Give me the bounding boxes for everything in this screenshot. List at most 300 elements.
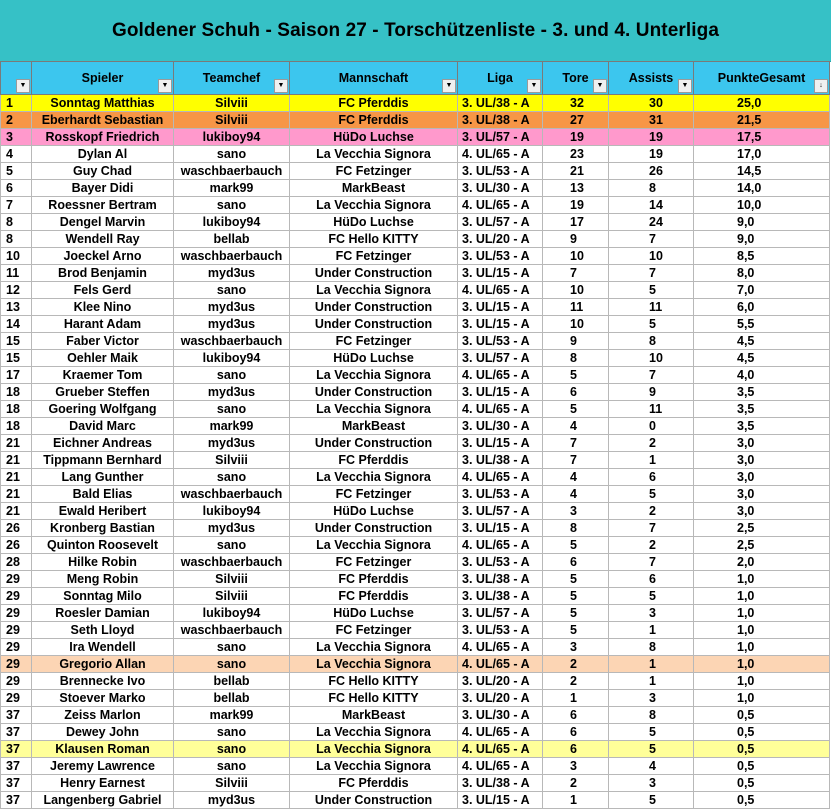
spieler-cell[interactable]: Seth Lloyd xyxy=(32,622,174,639)
punkte-cell[interactable]: 2,0 xyxy=(694,554,830,571)
rank-cell[interactable]: 11 xyxy=(1,265,32,282)
assists-cell[interactable]: 5 xyxy=(609,316,694,333)
punkte-cell[interactable]: 10,0 xyxy=(694,197,830,214)
assists-cell[interactable]: 3 xyxy=(609,690,694,707)
rank-cell[interactable]: 37 xyxy=(1,758,32,775)
tore-cell[interactable]: 3 xyxy=(543,639,609,656)
assists-cell[interactable]: 19 xyxy=(609,146,694,163)
rank-cell[interactable]: 10 xyxy=(1,248,32,265)
tore-cell[interactable]: 8 xyxy=(543,350,609,367)
teamchef-cell[interactable]: lukiboy94 xyxy=(174,214,290,231)
spieler-cell[interactable]: Fels Gerd xyxy=(32,282,174,299)
tore-cell[interactable]: 5 xyxy=(543,537,609,554)
teamchef-cell[interactable]: sano xyxy=(174,724,290,741)
mannschaft-cell[interactable]: MarkBeast xyxy=(290,707,458,724)
spieler-cell[interactable]: Gregorio Allan xyxy=(32,656,174,673)
teamchef-cell[interactable]: lukiboy94 xyxy=(174,129,290,146)
rank-cell[interactable]: 15 xyxy=(1,333,32,350)
assists-cell[interactable]: 8 xyxy=(609,707,694,724)
rank-cell[interactable]: 37 xyxy=(1,707,32,724)
spieler-cell[interactable]: Jeremy Lawrence xyxy=(32,758,174,775)
tore-cell[interactable]: 23 xyxy=(543,146,609,163)
filter-dropdown-icon[interactable]: ▼ xyxy=(158,79,172,93)
punkte-cell[interactable]: 1,0 xyxy=(694,639,830,656)
liga-cell[interactable]: 3. UL/15 - A xyxy=(458,299,543,316)
assists-cell[interactable]: 26 xyxy=(609,163,694,180)
assists-cell[interactable]: 5 xyxy=(609,588,694,605)
teamchef-cell[interactable]: sano xyxy=(174,367,290,384)
liga-cell[interactable]: 3. UL/53 - A xyxy=(458,486,543,503)
rank-cell[interactable]: 29 xyxy=(1,690,32,707)
punkte-cell[interactable]: 17,5 xyxy=(694,129,830,146)
rank-cell[interactable]: 28 xyxy=(1,554,32,571)
punkte-cell[interactable]: 3,0 xyxy=(694,452,830,469)
punkte-cell[interactable]: 1,0 xyxy=(694,656,830,673)
liga-cell[interactable]: 4. UL/65 - A xyxy=(458,146,543,163)
rank-cell[interactable]: 37 xyxy=(1,792,32,809)
tore-cell[interactable]: 1 xyxy=(543,690,609,707)
teamchef-cell[interactable]: sano xyxy=(174,639,290,656)
spieler-cell[interactable]: Goering Wolfgang xyxy=(32,401,174,418)
rank-cell[interactable]: 29 xyxy=(1,673,32,690)
tore-cell[interactable]: 3 xyxy=(543,503,609,520)
mannschaft-cell[interactable]: La Vecchia Signora xyxy=(290,656,458,673)
liga-cell[interactable]: 3. UL/15 - A xyxy=(458,435,543,452)
spieler-cell[interactable]: Klausen Roman xyxy=(32,741,174,758)
rank-cell[interactable]: 8 xyxy=(1,231,32,248)
punkte-cell[interactable]: 25,0 xyxy=(694,95,830,112)
punkte-cell[interactable]: 2,5 xyxy=(694,520,830,537)
teamchef-cell[interactable]: myd3us xyxy=(174,299,290,316)
assists-cell[interactable]: 2 xyxy=(609,435,694,452)
mannschaft-cell[interactable]: FC Fetzinger xyxy=(290,486,458,503)
teamchef-cell[interactable]: sano xyxy=(174,469,290,486)
spieler-cell[interactable]: Joeckel Arno xyxy=(32,248,174,265)
rank-cell[interactable]: 3 xyxy=(1,129,32,146)
rank-cell[interactable]: 29 xyxy=(1,622,32,639)
spieler-cell[interactable]: Eberhardt Sebastian xyxy=(32,112,174,129)
assists-cell[interactable]: 30 xyxy=(609,95,694,112)
spieler-cell[interactable]: Brennecke Ivo xyxy=(32,673,174,690)
punkte-cell[interactable]: 7,0 xyxy=(694,282,830,299)
rank-cell[interactable]: 12 xyxy=(1,282,32,299)
tore-cell[interactable]: 8 xyxy=(543,520,609,537)
punkte-cell[interactable]: 1,0 xyxy=(694,622,830,639)
tore-cell[interactable]: 10 xyxy=(543,248,609,265)
mannschaft-cell[interactable]: La Vecchia Signora xyxy=(290,197,458,214)
assists-cell[interactable]: 2 xyxy=(609,537,694,554)
liga-cell[interactable]: 3. UL/30 - A xyxy=(458,707,543,724)
mannschaft-cell[interactable]: FC Fetzinger xyxy=(290,622,458,639)
mannschaft-cell[interactable]: Under Construction xyxy=(290,265,458,282)
assists-cell[interactable]: 7 xyxy=(609,554,694,571)
teamchef-cell[interactable]: waschbaerbauch xyxy=(174,622,290,639)
liga-cell[interactable]: 3. UL/15 - A xyxy=(458,384,543,401)
rank-cell[interactable]: 29 xyxy=(1,605,32,622)
rank-cell[interactable]: 1 xyxy=(1,95,32,112)
spieler-cell[interactable]: Henry Earnest xyxy=(32,775,174,792)
punkte-cell[interactable]: 0,5 xyxy=(694,775,830,792)
punkte-cell[interactable]: 14,0 xyxy=(694,180,830,197)
spieler-cell[interactable]: Kronberg Bastian xyxy=(32,520,174,537)
filter-dropdown-icon[interactable]: ▼ xyxy=(678,79,692,93)
mannschaft-cell[interactable]: La Vecchia Signora xyxy=(290,724,458,741)
assists-cell[interactable]: 3 xyxy=(609,605,694,622)
tore-cell[interactable]: 5 xyxy=(543,571,609,588)
teamchef-cell[interactable]: Silviii xyxy=(174,775,290,792)
tore-cell[interactable]: 13 xyxy=(543,180,609,197)
punkte-cell[interactable]: 0,5 xyxy=(694,724,830,741)
assists-cell[interactable]: 8 xyxy=(609,639,694,656)
mannschaft-cell[interactable]: FC Fetzinger xyxy=(290,248,458,265)
liga-cell[interactable]: 4. UL/65 - A xyxy=(458,758,543,775)
assists-cell[interactable]: 7 xyxy=(609,265,694,282)
liga-cell[interactable]: 3. UL/53 - A xyxy=(458,163,543,180)
punkte-cell[interactable]: 9,0 xyxy=(694,214,830,231)
liga-cell[interactable]: 4. UL/65 - A xyxy=(458,282,543,299)
liga-cell[interactable]: 4. UL/65 - A xyxy=(458,367,543,384)
punkte-cell[interactable]: 1,0 xyxy=(694,571,830,588)
rank-cell[interactable]: 18 xyxy=(1,401,32,418)
teamchef-cell[interactable]: lukiboy94 xyxy=(174,503,290,520)
spieler-cell[interactable]: Eichner Andreas xyxy=(32,435,174,452)
punkte-cell[interactable]: 8,5 xyxy=(694,248,830,265)
mannschaft-cell[interactable]: HüDo Luchse xyxy=(290,350,458,367)
rank-cell[interactable]: 37 xyxy=(1,775,32,792)
assists-cell[interactable]: 10 xyxy=(609,350,694,367)
mannschaft-cell[interactable]: Under Construction xyxy=(290,316,458,333)
assists-cell[interactable]: 31 xyxy=(609,112,694,129)
liga-cell[interactable]: 3. UL/53 - A xyxy=(458,248,543,265)
tore-cell[interactable]: 1 xyxy=(543,792,609,809)
mannschaft-cell[interactable]: La Vecchia Signora xyxy=(290,282,458,299)
tore-cell[interactable]: 4 xyxy=(543,418,609,435)
assists-cell[interactable]: 5 xyxy=(609,741,694,758)
tore-cell[interactable]: 19 xyxy=(543,197,609,214)
spieler-cell[interactable]: Dengel Marvin xyxy=(32,214,174,231)
teamchef-cell[interactable]: sano xyxy=(174,656,290,673)
tore-cell[interactable]: 5 xyxy=(543,401,609,418)
rank-cell[interactable]: 18 xyxy=(1,418,32,435)
mannschaft-cell[interactable]: FC Pferddis xyxy=(290,95,458,112)
liga-cell[interactable]: 4. UL/65 - A xyxy=(458,469,543,486)
rank-cell[interactable]: 21 xyxy=(1,486,32,503)
spieler-cell[interactable]: Stoever Marko xyxy=(32,690,174,707)
spieler-cell[interactable]: Zeiss Marlon xyxy=(32,707,174,724)
tore-cell[interactable]: 6 xyxy=(543,554,609,571)
assists-cell[interactable]: 0 xyxy=(609,418,694,435)
assists-cell[interactable]: 9 xyxy=(609,384,694,401)
liga-cell[interactable]: 3. UL/20 - A xyxy=(458,690,543,707)
filter-dropdown-icon[interactable]: ▼ xyxy=(593,79,607,93)
spieler-cell[interactable]: Langenberg Gabriel xyxy=(32,792,174,809)
liga-cell[interactable]: 3. UL/20 - A xyxy=(458,673,543,690)
liga-cell[interactable]: 4. UL/65 - A xyxy=(458,639,543,656)
teamchef-cell[interactable]: sano xyxy=(174,401,290,418)
rank-cell[interactable]: 21 xyxy=(1,503,32,520)
filter-dropdown-icon[interactable]: ▼ xyxy=(16,79,30,93)
teamchef-cell[interactable]: mark99 xyxy=(174,180,290,197)
rank-cell[interactable]: 21 xyxy=(1,452,32,469)
rank-cell[interactable]: 14 xyxy=(1,316,32,333)
liga-cell[interactable]: 3. UL/53 - A xyxy=(458,622,543,639)
mannschaft-cell[interactable]: FC Pferddis xyxy=(290,775,458,792)
liga-cell[interactable]: 3. UL/38 - A xyxy=(458,588,543,605)
punkte-cell[interactable]: 3,0 xyxy=(694,469,830,486)
assists-cell[interactable]: 5 xyxy=(609,282,694,299)
punkte-cell[interactable]: 3,0 xyxy=(694,503,830,520)
assists-cell[interactable]: 1 xyxy=(609,452,694,469)
filter-dropdown-icon[interactable]: ▼ xyxy=(274,79,288,93)
rank-cell[interactable]: 2 xyxy=(1,112,32,129)
teamchef-cell[interactable]: mark99 xyxy=(174,707,290,724)
punkte-cell[interactable]: 17,0 xyxy=(694,146,830,163)
tore-cell[interactable]: 7 xyxy=(543,265,609,282)
spieler-cell[interactable]: Grueber Steffen xyxy=(32,384,174,401)
spieler-cell[interactable]: Bald Elias xyxy=(32,486,174,503)
teamchef-cell[interactable]: myd3us xyxy=(174,792,290,809)
assists-cell[interactable]: 8 xyxy=(609,180,694,197)
mannschaft-cell[interactable]: FC Pferddis xyxy=(290,571,458,588)
teamchef-cell[interactable]: waschbaerbauch xyxy=(174,163,290,180)
spieler-cell[interactable]: Meng Robin xyxy=(32,571,174,588)
rank-cell[interactable]: 21 xyxy=(1,469,32,486)
mannschaft-cell[interactable]: FC Pferddis xyxy=(290,112,458,129)
spieler-cell[interactable]: Brod Benjamin xyxy=(32,265,174,282)
assists-cell[interactable]: 10 xyxy=(609,248,694,265)
punkte-cell[interactable]: 0,5 xyxy=(694,758,830,775)
punkte-cell[interactable]: 4,5 xyxy=(694,350,830,367)
punkte-cell[interactable]: 0,5 xyxy=(694,792,830,809)
punkte-cell[interactable]: 5,5 xyxy=(694,316,830,333)
punkte-cell[interactable]: 14,5 xyxy=(694,163,830,180)
teamchef-cell[interactable]: sano xyxy=(174,197,290,214)
teamchef-cell[interactable]: lukiboy94 xyxy=(174,605,290,622)
mannschaft-cell[interactable]: La Vecchia Signora xyxy=(290,401,458,418)
teamchef-cell[interactable]: lukiboy94 xyxy=(174,350,290,367)
punkte-cell[interactable]: 1,0 xyxy=(694,690,830,707)
liga-cell[interactable]: 4. UL/65 - A xyxy=(458,537,543,554)
spieler-cell[interactable]: Bayer Didi xyxy=(32,180,174,197)
liga-cell[interactable]: 3. UL/15 - A xyxy=(458,316,543,333)
assists-cell[interactable]: 1 xyxy=(609,673,694,690)
teamchef-cell[interactable]: Silviii xyxy=(174,95,290,112)
mannschaft-cell[interactable]: Under Construction xyxy=(290,384,458,401)
liga-cell[interactable]: 3. UL/57 - A xyxy=(458,350,543,367)
mannschaft-cell[interactable]: FC Fetzinger xyxy=(290,333,458,350)
assists-cell[interactable]: 5 xyxy=(609,724,694,741)
mannschaft-cell[interactable]: MarkBeast xyxy=(290,180,458,197)
assists-cell[interactable]: 24 xyxy=(609,214,694,231)
tore-cell[interactable]: 32 xyxy=(543,95,609,112)
liga-cell[interactable]: 3. UL/30 - A xyxy=(458,180,543,197)
spieler-cell[interactable]: Lang Gunther xyxy=(32,469,174,486)
tore-cell[interactable]: 9 xyxy=(543,231,609,248)
mannschaft-cell[interactable]: La Vecchia Signora xyxy=(290,537,458,554)
spieler-cell[interactable]: Quinton Roosevelt xyxy=(32,537,174,554)
spieler-cell[interactable]: Oehler Maik xyxy=(32,350,174,367)
mannschaft-cell[interactable]: La Vecchia Signora xyxy=(290,741,458,758)
mannschaft-cell[interactable]: FC Hello KITTY xyxy=(290,231,458,248)
mannschaft-cell[interactable]: HüDo Luchse xyxy=(290,129,458,146)
rank-cell[interactable]: 29 xyxy=(1,639,32,656)
teamchef-cell[interactable]: bellab xyxy=(174,673,290,690)
mannschaft-cell[interactable]: Under Construction xyxy=(290,299,458,316)
mannschaft-cell[interactable]: FC Hello KITTY xyxy=(290,673,458,690)
mannschaft-cell[interactable]: HüDo Luchse xyxy=(290,605,458,622)
assists-cell[interactable]: 1 xyxy=(609,656,694,673)
liga-cell[interactable]: 3. UL/15 - A xyxy=(458,520,543,537)
tore-cell[interactable]: 5 xyxy=(543,622,609,639)
spieler-cell[interactable]: Kraemer Tom xyxy=(32,367,174,384)
liga-cell[interactable]: 3. UL/57 - A xyxy=(458,605,543,622)
liga-cell[interactable]: 3. UL/53 - A xyxy=(458,554,543,571)
teamchef-cell[interactable]: myd3us xyxy=(174,435,290,452)
tore-cell[interactable]: 11 xyxy=(543,299,609,316)
liga-cell[interactable]: 4. UL/65 - A xyxy=(458,197,543,214)
mannschaft-cell[interactable]: MarkBeast xyxy=(290,418,458,435)
tore-cell[interactable]: 6 xyxy=(543,384,609,401)
tore-cell[interactable]: 21 xyxy=(543,163,609,180)
rank-cell[interactable]: 29 xyxy=(1,588,32,605)
teamchef-cell[interactable]: sano xyxy=(174,537,290,554)
teamchef-cell[interactable]: waschbaerbauch xyxy=(174,248,290,265)
punkte-cell[interactable]: 1,0 xyxy=(694,673,830,690)
teamchef-cell[interactable]: sano xyxy=(174,758,290,775)
assists-cell[interactable]: 14 xyxy=(609,197,694,214)
tore-cell[interactable]: 19 xyxy=(543,129,609,146)
tore-cell[interactable]: 2 xyxy=(543,673,609,690)
mannschaft-cell[interactable]: La Vecchia Signora xyxy=(290,639,458,656)
assists-cell[interactable]: 3 xyxy=(609,775,694,792)
tore-cell[interactable]: 7 xyxy=(543,435,609,452)
tore-cell[interactable]: 6 xyxy=(543,724,609,741)
filter-dropdown-icon[interactable]: ▼ xyxy=(527,79,541,93)
tore-cell[interactable]: 5 xyxy=(543,605,609,622)
tore-cell[interactable]: 6 xyxy=(543,741,609,758)
liga-cell[interactable]: 4. UL/65 - A xyxy=(458,741,543,758)
spieler-cell[interactable]: Sonntag Matthias xyxy=(32,95,174,112)
spieler-cell[interactable]: Ewald Heribert xyxy=(32,503,174,520)
spieler-cell[interactable]: Roesler Damian xyxy=(32,605,174,622)
liga-cell[interactable]: 3. UL/15 - A xyxy=(458,265,543,282)
filter-dropdown-icon[interactable]: ▼ xyxy=(442,79,456,93)
spieler-cell[interactable]: Harant Adam xyxy=(32,316,174,333)
tore-cell[interactable]: 4 xyxy=(543,469,609,486)
spieler-cell[interactable]: Rosskopf Friedrich xyxy=(32,129,174,146)
rank-cell[interactable]: 4 xyxy=(1,146,32,163)
spieler-cell[interactable]: Tippmann Bernhard xyxy=(32,452,174,469)
spieler-cell[interactable]: David Marc xyxy=(32,418,174,435)
punkte-cell[interactable]: 9,0 xyxy=(694,231,830,248)
liga-cell[interactable]: 3. UL/38 - A xyxy=(458,95,543,112)
liga-cell[interactable]: 3. UL/57 - A xyxy=(458,214,543,231)
mannschaft-cell[interactable]: FC Fetzinger xyxy=(290,163,458,180)
spieler-cell[interactable]: Dewey John xyxy=(32,724,174,741)
tore-cell[interactable]: 17 xyxy=(543,214,609,231)
tore-cell[interactable]: 10 xyxy=(543,282,609,299)
tore-cell[interactable]: 9 xyxy=(543,333,609,350)
teamchef-cell[interactable]: myd3us xyxy=(174,265,290,282)
mannschaft-cell[interactable]: Under Construction xyxy=(290,792,458,809)
teamchef-cell[interactable]: bellab xyxy=(174,690,290,707)
assists-cell[interactable]: 8 xyxy=(609,333,694,350)
assists-cell[interactable]: 7 xyxy=(609,231,694,248)
spieler-cell[interactable]: Ira Wendell xyxy=(32,639,174,656)
liga-cell[interactable]: 3. UL/38 - A xyxy=(458,571,543,588)
rank-cell[interactable]: 37 xyxy=(1,724,32,741)
liga-cell[interactable]: 3. UL/57 - A xyxy=(458,503,543,520)
liga-cell[interactable]: 4. UL/65 - A xyxy=(458,724,543,741)
teamchef-cell[interactable]: Silviii xyxy=(174,588,290,605)
assists-cell[interactable]: 5 xyxy=(609,792,694,809)
tore-cell[interactable]: 4 xyxy=(543,486,609,503)
rank-cell[interactable]: 37 xyxy=(1,741,32,758)
liga-cell[interactable]: 3. UL/38 - A xyxy=(458,112,543,129)
punkte-cell[interactable]: 3,0 xyxy=(694,486,830,503)
assists-cell[interactable]: 6 xyxy=(609,571,694,588)
teamchef-cell[interactable]: waschbaerbauch xyxy=(174,486,290,503)
rank-cell[interactable]: 29 xyxy=(1,656,32,673)
teamchef-cell[interactable]: Silviii xyxy=(174,112,290,129)
spieler-cell[interactable]: Roessner Bertram xyxy=(32,197,174,214)
tore-cell[interactable]: 2 xyxy=(543,775,609,792)
rank-cell[interactable]: 21 xyxy=(1,435,32,452)
sort-desc-icon[interactable]: ↓ xyxy=(814,79,828,93)
assists-cell[interactable]: 4 xyxy=(609,758,694,775)
rank-cell[interactable]: 17 xyxy=(1,367,32,384)
liga-cell[interactable]: 3. UL/38 - A xyxy=(458,452,543,469)
liga-cell[interactable]: 4. UL/65 - A xyxy=(458,656,543,673)
mannschaft-cell[interactable]: Under Construction xyxy=(290,520,458,537)
spieler-cell[interactable]: Klee Nino xyxy=(32,299,174,316)
mannschaft-cell[interactable]: FC Hello KITTY xyxy=(290,690,458,707)
mannschaft-cell[interactable]: HüDo Luchse xyxy=(290,214,458,231)
punkte-cell[interactable]: 0,5 xyxy=(694,707,830,724)
punkte-cell[interactable]: 6,0 xyxy=(694,299,830,316)
spieler-cell[interactable]: Hilke Robin xyxy=(32,554,174,571)
spieler-cell[interactable]: Guy Chad xyxy=(32,163,174,180)
mannschaft-cell[interactable]: La Vecchia Signora xyxy=(290,758,458,775)
punkte-cell[interactable]: 1,0 xyxy=(694,588,830,605)
punkte-cell[interactable]: 21,5 xyxy=(694,112,830,129)
mannschaft-cell[interactable]: FC Pferddis xyxy=(290,588,458,605)
teamchef-cell[interactable]: mark99 xyxy=(174,418,290,435)
teamchef-cell[interactable]: myd3us xyxy=(174,384,290,401)
tore-cell[interactable]: 5 xyxy=(543,588,609,605)
tore-cell[interactable]: 6 xyxy=(543,707,609,724)
punkte-cell[interactable]: 3,5 xyxy=(694,418,830,435)
punkte-cell[interactable]: 8,0 xyxy=(694,265,830,282)
teamchef-cell[interactable]: Silviii xyxy=(174,452,290,469)
liga-cell[interactable]: 3. UL/38 - A xyxy=(458,775,543,792)
spieler-cell[interactable]: Sonntag Milo xyxy=(32,588,174,605)
rank-cell[interactable]: 26 xyxy=(1,520,32,537)
tore-cell[interactable]: 5 xyxy=(543,367,609,384)
assists-cell[interactable]: 5 xyxy=(609,486,694,503)
teamchef-cell[interactable]: myd3us xyxy=(174,520,290,537)
assists-cell[interactable]: 7 xyxy=(609,367,694,384)
teamchef-cell[interactable]: waschbaerbauch xyxy=(174,333,290,350)
assists-cell[interactable]: 11 xyxy=(609,401,694,418)
rank-cell[interactable]: 8 xyxy=(1,214,32,231)
liga-cell[interactable]: 3. UL/30 - A xyxy=(458,418,543,435)
assists-cell[interactable]: 1 xyxy=(609,622,694,639)
rank-cell[interactable]: 15 xyxy=(1,350,32,367)
tore-cell[interactable]: 10 xyxy=(543,316,609,333)
spieler-cell[interactable]: Faber Victor xyxy=(32,333,174,350)
teamchef-cell[interactable]: sano xyxy=(174,146,290,163)
